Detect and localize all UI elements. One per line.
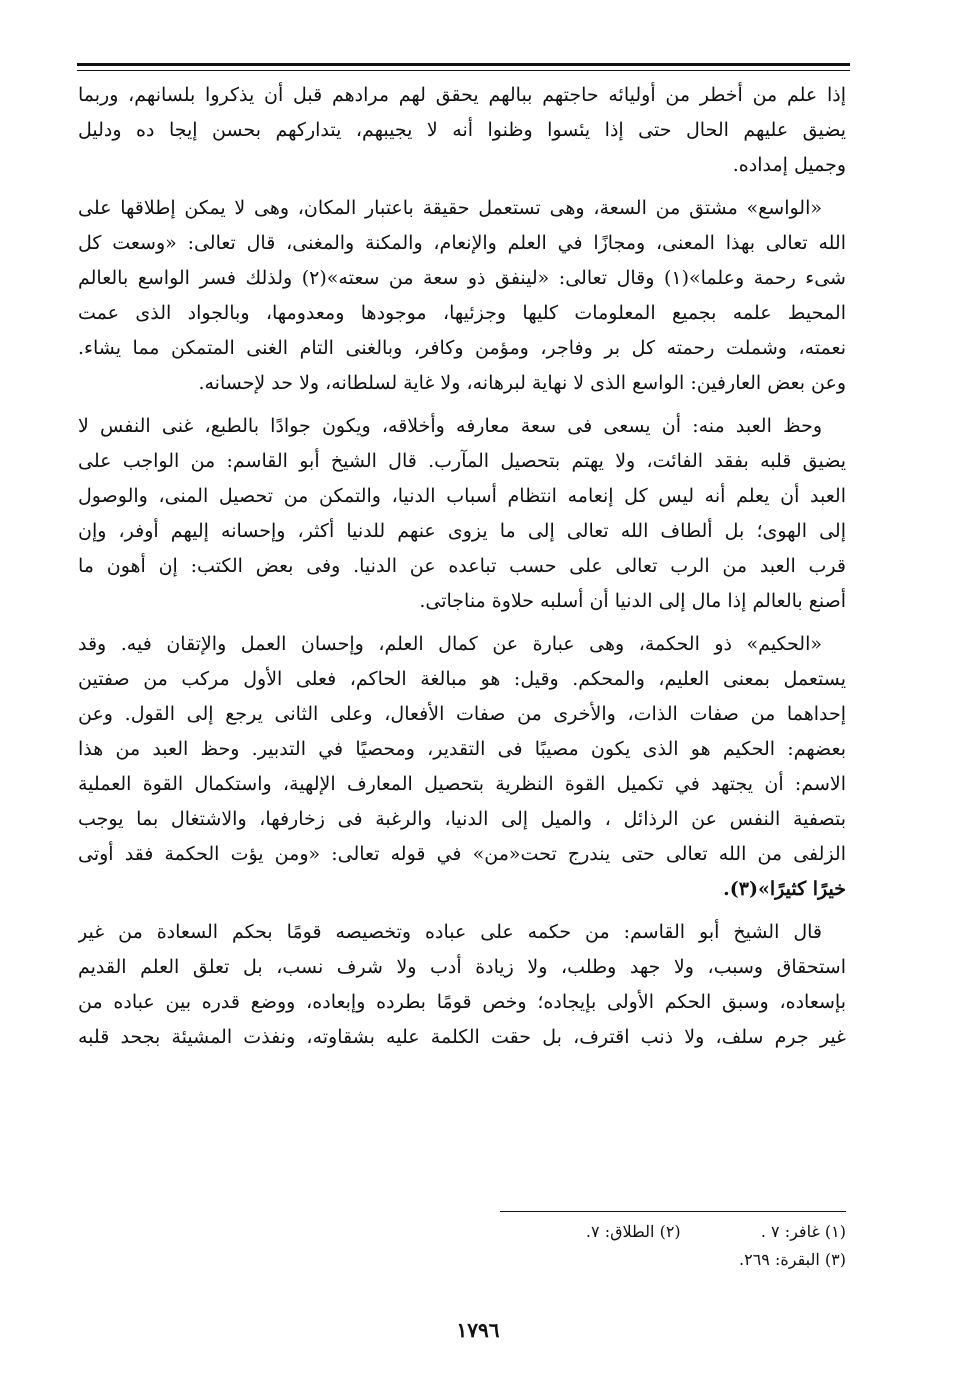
text-line: العبد أن يعلم أنه ليس كل إنعامه انتظام أسباب الدنيا، والتمكن من تحصيل المنى، والوصول: [78, 485, 846, 507]
paragraph-4: [78, 627, 846, 907]
footnote-1: (١) غافر: ٧ .: [760, 1222, 846, 1241]
footnote-row: [446, 1246, 846, 1274]
text-line: وجميل إمداده.: [732, 154, 846, 176]
text-line: الزلفى من الله تعالى حتى يندرج تحت«من» في قوله تعالى: «ومن يؤت الحكمة فقد أوتى: [78, 843, 846, 865]
text-line: غير جرم سلف، ولا ذنب اقترف، بل حقت الكلمة عليه بشقاوته، ونفذت المشيئة بجحد قلبه: [78, 1026, 846, 1048]
text-line: قال الشيخ أبو القاسم: من حكمه على عباده وتخصيصه قومًا بحكم السعادة من غير: [78, 921, 822, 943]
footnote-row: [446, 1218, 846, 1246]
footnote-3: (٣) البقرة: ٢٦٩.: [739, 1250, 846, 1269]
text-line: وعن بعض العارفين: الواسع الذى لا نهاية لبرهانه، ولا غاية لسلطانه، ولا حد لإحسانه.: [198, 372, 846, 394]
header-rule-thin: [77, 70, 850, 71]
text-line: الله تعالى بهذا المعنى، ومجازًا في العلم والإنعام، والمكنة والمغنى، قال تعالى: «وسعت كل: [78, 232, 846, 254]
text-line: نعمته، وشملت رحمته كل بر وفاجر، ومؤمن وكافر، وبالغنى التام الغنى المتمكن مما يشاء.: [78, 337, 846, 359]
paragraph-1: [78, 78, 846, 183]
text-line: الاسم: أن يجتهد في تكميل القوة النظرية بتحصيل المعارف الإلهية، واستكمال القوة العملية: [78, 773, 846, 795]
page-number: ١٧٩٦: [456, 1318, 500, 1342]
text-line: استحقاق وسبب، ولا جهد وطلب، ولا زيادة أدب ولا شرف نسب، بل تعلق العلم القديم: [78, 956, 846, 978]
text-line: بعضهم: الحكيم هو الذى يكون مصيبًا فى التقدير، ومحصيًا في التدبير. وحظ العبد من هذا: [78, 738, 846, 760]
text-line: أصنع بالعالم إذا مال إلى الدنيا أن أسلبه حلاوة مناجاتى.: [419, 590, 846, 612]
text-line: بتصفية النفس عن الرذائل ، والميل إلى الدنيا، والرغبة فى زخارفها، والاشتغال بما يوجب: [78, 808, 846, 830]
paragraph-3: [78, 409, 846, 619]
footnote-rule: [500, 1211, 846, 1212]
text-line: المحيط علمه بجميع المعلومات كليها وجزئيها، موجودها ومعدومها، وبالجواد الذى عمت: [78, 302, 846, 324]
text-line: يستعمل بمعنى العليم، والمحكم. وقيل: هو مبالغة الحاكم، فعلى الأول مركب من صفتين: [78, 668, 846, 690]
footnote-2: (٢) الطلاق: ٧.: [585, 1222, 681, 1241]
text-line: وحظ العبد منه: أن يسعى فى سعة معارفه وأخلاقه، ويكون جوادًا بالطبع، غنى النفس لا: [78, 415, 822, 437]
body-text: [78, 78, 846, 1055]
text-line: «الواسع» مشتق من السعة، وهى تستعمل حقيقة باعتبار المكان، وهى لا يمكن إطلاقها على: [78, 197, 822, 219]
text-line: شىء رحمة وعلما»(١) وقال تعالى: «لينفق ذو سعة من سعته»(٢) ولذلك فسر الواسع بالعالم: [78, 267, 846, 289]
text-line: يضيق عليهم الحال حتى إذا يئسوا وظنوا أنه لا يجيبهم، يتداركهم بحسن إيجا ده ودليل: [78, 119, 846, 141]
paragraph-5: [78, 915, 846, 1055]
text-line: خيرًا كثيرًا»(٣).: [723, 878, 846, 900]
paragraph-2: [78, 191, 846, 401]
text-line: إحداهما من صفات الذات، والأخرى من صفات الأفعال، وعلى الثانى يرجع إلى القول. وعن: [78, 703, 846, 725]
text-line: بإسعاده، وسبق الحكم الأولى بإيجاده؛ وخص قومًا بطرده وإبعاده، ووضع قدره بين عباده من: [78, 991, 846, 1013]
text-line: يضيق قلبه بفقد الفائت، ولا يهتم بتحصيل المآرب. قال الشيخ أبو القاسم: من الواجب على: [78, 450, 846, 472]
footnotes: [446, 1218, 846, 1274]
text-line: قرب العبد من الرب تعالى على حسب تباعده عن الدنيا. وفى بعض الكتب: إن أهون ما: [78, 555, 846, 577]
text-line: إلى الهوى؛ بل ألطاف الله تعالى إلى ما يزوى عنهم للدنيا أكثر، وإحسانه إليهم أوفر، وإن: [78, 520, 846, 542]
text-line: «الحكيم» ذو الحكمة، وهى عبارة عن كمال العلم، وإحسان العمل والإتقان فيه. وقد: [78, 633, 822, 655]
header-rule-thick: [77, 63, 850, 66]
text-line: إذا علم من أخطر من أوليائه حاجتهم ببالهم يحقق لهم مرادهم قبل أن يذكروا بلسانهم، وربما: [78, 84, 846, 106]
